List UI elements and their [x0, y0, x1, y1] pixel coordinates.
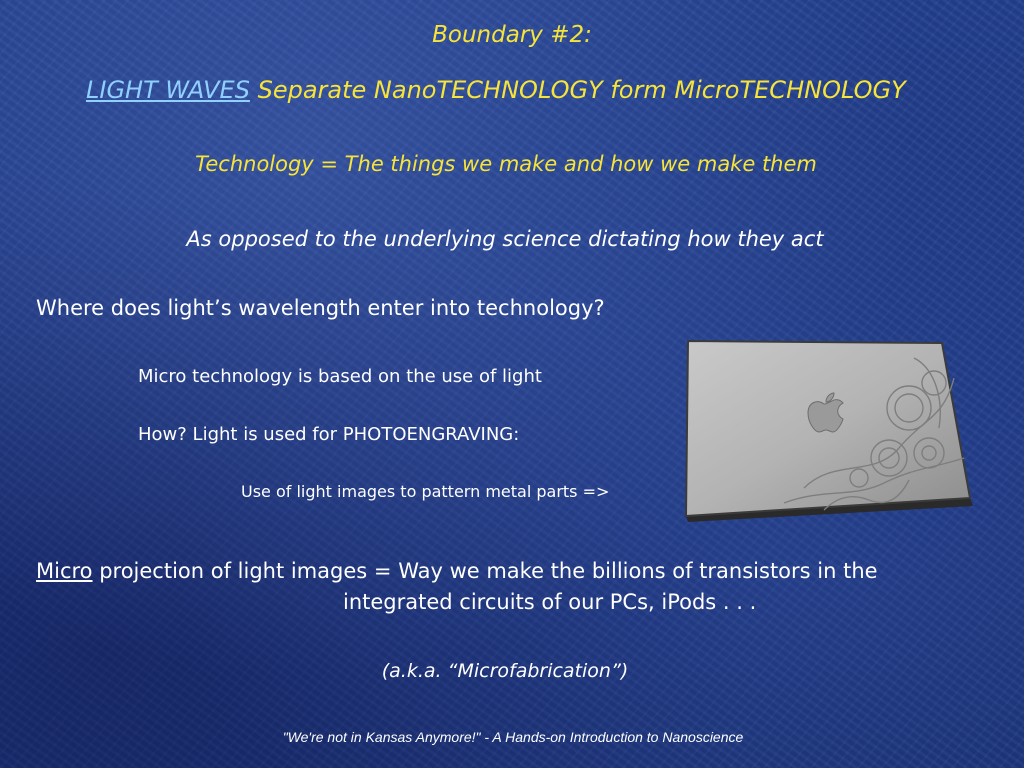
opposed-line: As opposed to the underlying science dictating how they act: [186, 227, 824, 251]
pattern-metal-line: Use of light images to pattern metal parts =>: [241, 482, 610, 501]
projection-rest: projection of light images = Way we make the billions of transistors in the: [92, 559, 878, 583]
subtitle-rest: Separate NanoTECHNOLOGY form MicroTECHNOLOGY: [249, 76, 906, 104]
photoengraving-line: How? Light is used for PHOTOENGRAVING:: [138, 424, 520, 445]
micro-technology-line: Micro technology is based on the use of light: [138, 366, 542, 387]
laptop-illustration: [684, 338, 974, 522]
slide-title: Boundary #2:: [432, 22, 592, 48]
slide-subtitle: [86, 76, 906, 104]
micro-underlined: Micro: [36, 559, 93, 583]
technology-definition: Technology = The things we make and how we make them: [195, 152, 817, 176]
projection-line-2: integrated circuits of our PCs, iPods . . .: [343, 590, 757, 614]
footer: "We're not in Kansas Anymore!" - A Hands-on Introduction to Nanoscience: [282, 729, 744, 745]
laptop-image: [684, 338, 974, 522]
projection-line: [36, 559, 878, 583]
microfabrication-aka: (a.k.a. “Microfabrication”): [381, 660, 629, 682]
light-waves-link[interactable]: LIGHT WAVES: [86, 76, 250, 104]
wavelength-question: Where does light’s wavelength enter into technology?: [36, 296, 605, 320]
